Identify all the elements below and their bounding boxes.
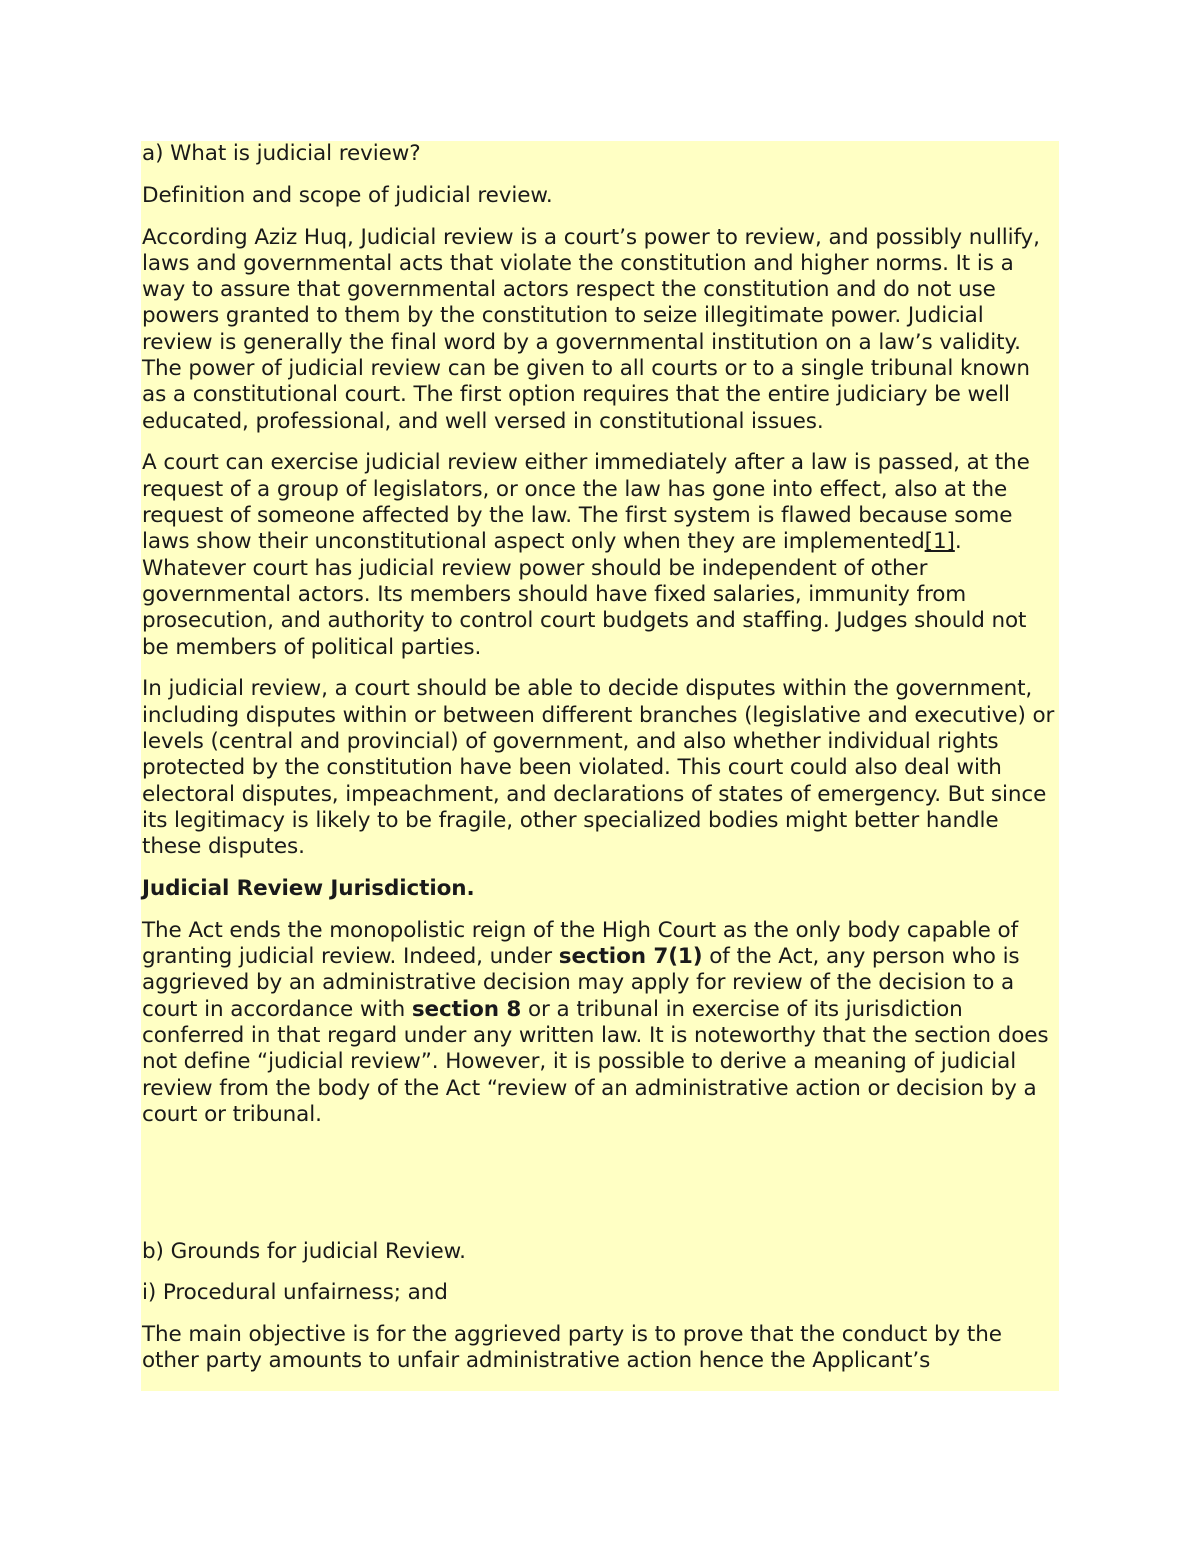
- footnote-link[interactable]: [1]: [924, 529, 955, 555]
- paragraph-exercise-text-2: . Whatever court has judicial review power should be independent of other governmental actors. Its members should have fixed salaries, immunity from prosecution, and authority to control court budgets and staffing. Judges should not be members of political parties.: [142, 529, 1027, 660]
- blank-space: [142, 1144, 1058, 1239]
- section-b-title: b) Grounds for judicial Review.: [142, 1238, 466, 1264]
- document-body: [142, 141, 1058, 1390]
- section-7-ref: section 7(1): [558, 944, 703, 970]
- paragraph-procedural: The main objective is for the aggrieved party is to prove that the conduct by the other party amounts to unfair administrative action hence the Applicant’s: [142, 1322, 1002, 1374]
- paragraph-exercise: [142, 450, 1058, 660]
- jurisdiction-text-3: or a tribunal in exercise of its jurisdiction conferred in that regard under any written law. It is noteworthy that the section does not define “judicial review”. However, it is possible to derive a meaning of judicial review from the body of the Act “review of an administrative action or decision by a court or tribunal.: [142, 996, 1049, 1127]
- section-a-subtitle: Definition and scope of judicial review.: [142, 182, 553, 208]
- section-a-title: a) What is judicial review?: [142, 141, 421, 166]
- jurisdiction-text-1: The Act ends the monopolistic reign of the High Court as the only body capable of granting judicial review. Indeed, under: [142, 917, 1019, 970]
- paragraph-exercise-text-1: A court can exercise judicial review either immediately after a law is passed, at the request of a group of legislators, or once the law has gone into effect, also at the request of someone affected by the law. The first system is flawed because some laws show their unconstitutional aspect only when they are implemented: [142, 450, 1030, 555]
- section-8-ref: section 8: [411, 996, 522, 1022]
- section-b-sub-i: i) Procedural unfairness; and: [142, 1280, 448, 1306]
- jurisdiction-heading: Judicial Review Jurisdiction.: [142, 875, 475, 901]
- paragraph-jurisdiction: [142, 918, 1058, 1128]
- paragraph-disputes: In judicial review, a court should be able to decide disputes within the government, including disputes within or between different branches (legislative and executive) or levels (central and provincial) of government, and also whether individual rights protected by the constitution have been violated. This court could also deal with electoral disputes, impeachment, and declarations of states of emergency. But since its legitimacy is likely to be fragile, other specialized bodies might better handle these disputes.: [142, 676, 1055, 860]
- paragraph-definition: According Aziz Huq, Judicial review is a court’s power to review, and possibly nullify, laws and governmental acts that violate the constitution and higher norms. It is a way to assure that governmental actors respect the constitution and do not use powers granted to them by the constitution to seize illegitimate power. Judicial review is generally the final word by a governmental institution on a law’s validity. The power of judicial review can be given to all courts or to a single tribunal known as a constitutional court. The first option requires that the entire judiciary be well educated, professional, and well versed in constitutional issues.: [142, 224, 1040, 434]
- jurisdiction-text-2: of the Act, any person who is aggrieved by an administrative decision may apply for review of the decision to a court in accordance with: [142, 944, 1020, 1022]
